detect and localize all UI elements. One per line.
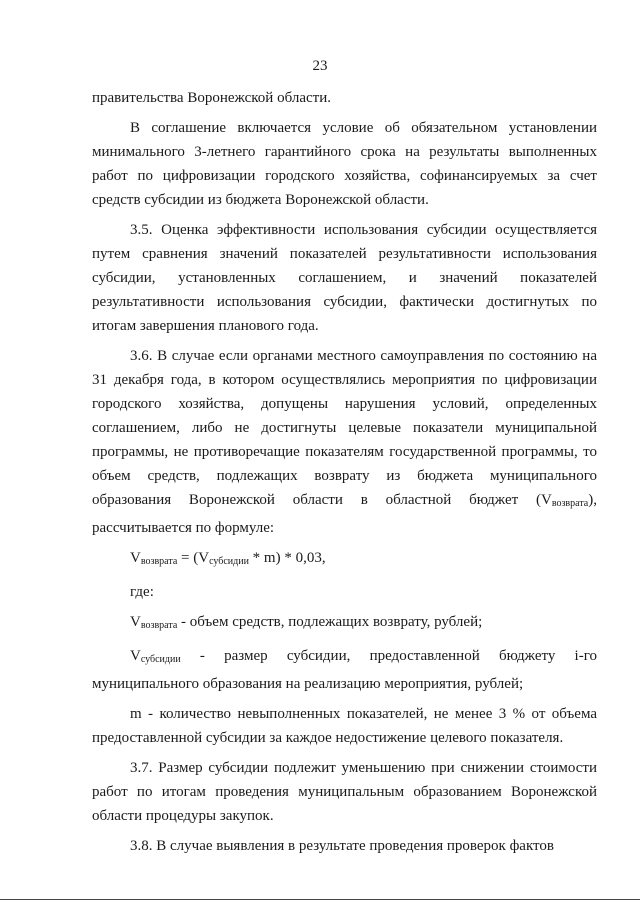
bottom-rule xyxy=(0,899,640,900)
paragraph-3-7: 3.7. Размер субсидии подлежит уменьшению при снижении стоимости работ по итогам проведения муниципальным образованием Воронежской области процедуры закупок. xyxy=(92,760,597,824)
paragraph-3-6-tail: ), рассчитывается по формуле: xyxy=(92,492,597,536)
def1-v: V xyxy=(130,614,141,630)
def1-sub: возврата xyxy=(140,620,178,631)
paragraph-3-6-text: 3.6. В случае если органами местного самоуправления по состоянию на 31 декабря года, в котором осуществлялись мероприятия по цифровизации городского хозяйства, допущены нарушения условий, определенных соглашением, либо не достигнуты целевые показатели муниципальной программы, не противоречащие показателям государственной программы, то объем средств, подлежащих возврату из бюджета муниципального образования Воронежской области в областной бюджет (V xyxy=(92,348,597,508)
formula-end: * m) * 0,03, xyxy=(248,550,326,566)
paragraph-warranty-condition: В соглашение включается условие об обязательном установлении минимального 3-летнего гарантийного срока на результаты выполненных работ по цифровизации городского хозяйства, софинансируемых за счет средств субсидии из бюджета Воронежской области. xyxy=(92,120,597,208)
def2-v: V xyxy=(130,648,141,664)
formula-v1: V xyxy=(130,550,141,566)
def2-sub: субсидии xyxy=(140,654,181,665)
paragraph-3-5: 3.5. Оценка эффективности использования субсидии осуществляется путем сравнения значений показателей результативности использования субсидии, установленных соглашением, и значений показателей результативности использования субсидии, фактически достигнутых по итогам завершения планового года. xyxy=(92,222,597,334)
paragraph-3-6-subscript: возврата xyxy=(551,498,589,509)
paragraph-continuation: правительства Воронежской области. xyxy=(92,90,331,106)
document-body xyxy=(92,86,597,858)
where-label: где: xyxy=(130,584,154,600)
formula-mid: = (V xyxy=(177,550,210,566)
paragraph-3-8: 3.8. В случае выявления в результате проведения проверок фактов xyxy=(130,838,554,854)
paragraph-3-6 xyxy=(92,344,597,540)
page-number: 23 xyxy=(312,58,328,74)
def2-text: - размер субсидии, предоставленной бюджету i-го муниципального образования на реализацию мероприятия, рублей; xyxy=(92,648,597,692)
formula-sub2: субсидии xyxy=(209,556,249,567)
definition-v-subsidy xyxy=(92,644,597,696)
def1-text: - объем средств, подлежащих возврату, рублей; xyxy=(177,614,483,630)
definition-v-return xyxy=(92,610,597,638)
formula xyxy=(92,546,597,574)
definition-m: m - количество невыполненных показателей, не менее 3 % от объема предоставленной субсидии за каждое недостижение целевого показателя. xyxy=(92,706,597,746)
formula-sub1: возврата xyxy=(140,556,178,567)
